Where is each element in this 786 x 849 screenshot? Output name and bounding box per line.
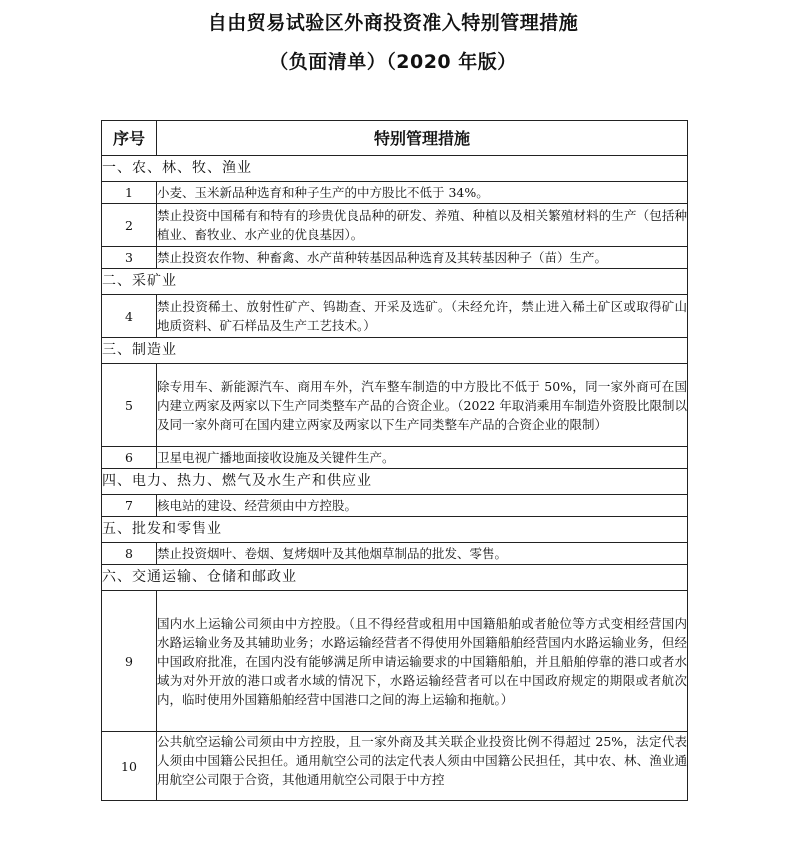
section-title-manufacturing: 三、制造业 [102,338,688,364]
row-measure: 禁止投资烟叶、卷烟、复烤烟叶及其他烟草制品的批发、零售。 [157,543,688,565]
row-number: 8 [102,543,157,565]
section-row [102,269,688,295]
section-title-utilities: 四、电力、热力、燃气及水生产和供应业 [102,469,688,495]
table-row [102,295,688,338]
header-measure: 特别管理措施 [157,121,688,156]
header-number: 序号 [102,121,157,156]
row-measure: 除专用车、新能源汽车、商用车外，汽车整车制造的中方股比不低于 50%，同一家外商可在国内建立两家及两家以下生产同类整车产品的合资企业。（2022 年取消乘用车制造外资股比限制以及同一家外商可在国内建立两家及两家以下生产同类整车产品的合资企业的限制） [157,364,688,447]
section-row [102,517,688,543]
table-row [102,364,688,447]
row-number: 9 [102,591,157,732]
section-row [102,338,688,364]
section-title-transport: 六、交通运输、仓储和邮政业 [102,565,688,591]
table-row [102,182,688,204]
row-measure: 禁止投资中国稀有和特有的珍贵优良品种的研发、养殖、种植以及相关繁殖材料的生产（包括种植业、畜牧业、水产业的优良基因）。 [157,204,688,247]
table-row [102,247,688,269]
row-number: 10 [102,732,157,801]
row-number: 5 [102,364,157,447]
row-measure: 小麦、玉米新品种选育和种子生产的中方股比不低于 34%。 [157,182,688,204]
table-header-row [102,121,688,156]
table-row [102,495,688,517]
row-measure: 禁止投资稀土、放射性矿产、钨勘查、开采及选矿。（未经允许，禁止进入稀土矿区或取得矿山地质资料、矿石样品及生产工艺技术。） [157,295,688,338]
document-subtitle: （负面清单）（2020 年版） [269,51,517,73]
section-row [102,156,688,182]
row-number: 3 [102,247,157,269]
section-row [102,565,688,591]
table-row [102,543,688,565]
row-number: 7 [102,495,157,517]
table-row [102,204,688,247]
section-row [102,469,688,495]
row-measure: 国内水上运输公司须由中方控股。（且不得经营或租用中国籍船舶或者舱位等方式变相经营国内水路运输业务及其辅助业务；水路运输经营者不得使用外国籍船舶经营国内水路运输业务，但经中国政府批准，在国内没有能够满足所申请运输要求的中国籍船舶，并且船舶停靠的港口或者水域为对外开放的港口或者水域的情况下，水路运输经营者可以在中国政府规定的期限或者航次内，临时使用外国籍船舶经营中国港口之间的海上运输和拖航。） [157,591,688,732]
row-measure: 禁止投资农作物、种畜禽、水产苗种转基因品种选育及其转基因种子（苗）生产。 [157,247,688,269]
table-row [102,591,688,732]
row-measure: 卫星电视广播地面接收设施及关键件生产。 [157,447,688,469]
row-number: 4 [102,295,157,338]
row-number: 6 [102,447,157,469]
document-title: 自由贸易试验区外商投资准入特别管理措施 [207,12,579,34]
table-row [102,447,688,469]
section-title-agriculture: 一、农、林、牧、渔业 [102,156,688,182]
table-row [102,732,688,801]
row-number: 2 [102,204,157,247]
row-measure: 公共航空运输公司须由中方控股，且一家外商及其关联企业投资比例不得超过 25%，法定代表人须由中国籍公民担任。通用航空公司的法定代表人须由中国籍公民担任，其中农、林、渔业通用航空公司限于合资，其他通用航空公司限于中方控 [157,732,688,801]
row-number: 1 [102,182,157,204]
negative-list-table [101,120,688,801]
row-measure: 核电站的建设、经营须由中方控股。 [157,495,688,517]
section-title-wholesale-retail: 五、批发和零售业 [102,517,688,543]
section-title-mining: 二、采矿业 [102,269,688,295]
